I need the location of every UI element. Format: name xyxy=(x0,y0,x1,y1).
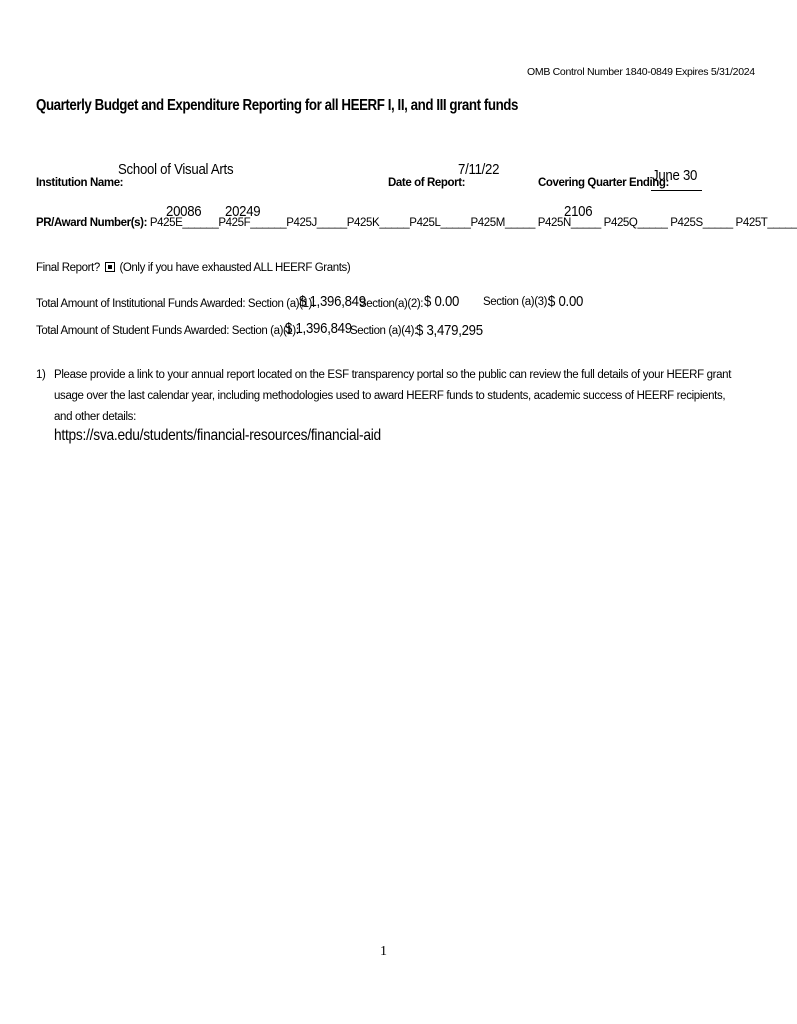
award-q-field[interactable]: 2106 xyxy=(564,203,593,220)
award-f-field[interactable]: 20249 xyxy=(225,203,261,220)
covering-quarter-label: Covering Quarter Ending: xyxy=(538,177,669,189)
page-number: 1 xyxy=(380,944,387,959)
award-e-field[interactable]: 20086 xyxy=(166,203,202,220)
institution-name-label: Institution Name: xyxy=(36,177,124,189)
section-a4-label: Section (a)(4): xyxy=(350,325,417,337)
question-1-number: 1) xyxy=(36,369,46,381)
student-funds-label: Total Amount of Student Funds Awarded: Section (a)(1): xyxy=(36,325,299,337)
question-1 xyxy=(36,365,736,428)
award-numbers-blanks: P425E______P425F______P425J_____P425K_____P425L_____P425M_____ P425N_____ P425Q_____ P425S_____ P425T_____ xyxy=(147,217,797,229)
question-1-text: Please provide a link to your annual report located on the ESF transparency portal so the public can review the full details of your HEERF grant usage over the last calendar year, including methodologies used to award HEERF funds to students, academic success of HEERF recipients, and other details: xyxy=(54,369,732,423)
final-report-note: (Only if you have exhausted ALL HEERF Grants) xyxy=(119,262,351,274)
section-a2-label: Section(a)(2): xyxy=(359,298,424,310)
form-title: Quarterly Budget and Expenditure Reporting for all HEERF I, II, and III grant funds xyxy=(36,97,519,114)
institution-name-field[interactable]: School of Visual Arts xyxy=(118,161,234,178)
final-report-row xyxy=(36,262,350,274)
annual-report-link[interactable]: https://sva.edu/students/financial-resources/financial-aid xyxy=(54,427,381,444)
section-a4-field[interactable]: $ 3,479,295 xyxy=(416,322,483,339)
student-a1-field[interactable]: $ 1,396,849 xyxy=(285,320,352,337)
award-numbers-label: PR/Award Number(s): xyxy=(36,217,148,229)
award-numbers-line xyxy=(36,217,797,229)
final-report-label: Final Report? xyxy=(36,262,100,274)
final-report-checkbox[interactable] xyxy=(105,262,115,272)
covering-quarter-field[interactable]: June 30 xyxy=(652,167,698,184)
section-a3-field[interactable]: $ 0.00 xyxy=(548,293,584,310)
institutional-funds-label: Total Amount of Institutional Funds Awarded: Section (a)(1): xyxy=(36,298,315,310)
section-a2-field[interactable]: $ 0.00 xyxy=(424,293,460,310)
date-of-report-field[interactable]: 7/11/22 xyxy=(458,161,500,178)
section-a3-label: Section (a)(3): xyxy=(483,296,550,308)
omb-control-number: OMB Control Number 1840-0849 Expires 5/31/2024 xyxy=(527,66,755,78)
date-of-report-label: Date of Report: xyxy=(388,177,466,189)
covering-quarter-underline xyxy=(651,190,702,191)
institutional-a1-field[interactable]: $ 1,396,849 xyxy=(299,293,366,310)
